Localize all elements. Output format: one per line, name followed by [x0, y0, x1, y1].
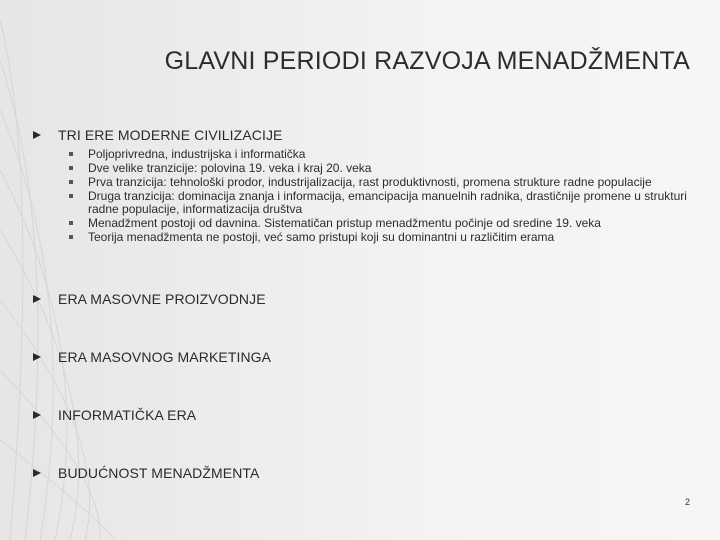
square-bullet-icon: [69, 194, 73, 198]
square-bullet-icon: [69, 152, 73, 156]
section-era-masovnog-marketinga: [33, 349, 271, 365]
list-item-text: Poljoprivredna, industrijska i informatička: [88, 147, 306, 161]
sub-bullet-list: [69, 148, 709, 245]
arrow-bullet-icon: [33, 131, 41, 139]
section-label: ERA MASOVNOG MARKETINGA: [58, 349, 272, 365]
list-item: [69, 217, 709, 230]
list-item-text: Dve velike tranzicije: polovina 19. veka i kraj 20. veka: [88, 161, 372, 175]
list-item-text: Prva tranzicija: tehnološki prodor, industrijalizacija, rast produktivnosti, promena strukture radne populacije: [88, 175, 652, 189]
square-bullet-icon: [69, 221, 73, 225]
slide-title: GLAVNI PERIODI RAZVOJA MENADŽMENTA: [164, 47, 690, 75]
list-item: [69, 231, 709, 244]
list-item-text: Teorija menadžmenta ne postoji, već samo pristupi koji su dominantni u različitim erama: [88, 229, 555, 244]
section-era-masovne-proizvodnje: [33, 291, 266, 307]
arrow-bullet-icon: [33, 295, 41, 303]
list-item: [69, 176, 709, 189]
arrow-bullet-icon: [33, 411, 41, 419]
square-bullet-icon: [69, 235, 73, 239]
arrow-bullet-icon: [33, 353, 41, 361]
section-tri-ere: [33, 127, 283, 143]
section-buducnost-menadzmenta: [33, 465, 259, 481]
list-item: [69, 162, 709, 175]
section-label: INFORMATIČKA ERA: [58, 407, 197, 423]
section-label: ERA MASOVNE PROIZVODNJE: [58, 291, 266, 307]
list-item: [69, 190, 709, 215]
page-number: 2: [684, 497, 690, 507]
section-label: TRI ERE MODERNE CIVILIZACIJE: [58, 127, 283, 143]
square-bullet-icon: [69, 166, 73, 170]
square-bullet-icon: [69, 180, 73, 184]
arrow-bullet-icon: [33, 469, 41, 477]
section-label: BUDUĆNOST MENADŽMENTA: [58, 465, 260, 481]
section-informaticka-era: [33, 407, 196, 423]
list-item-text: Menadžment postoji od davnina. Sistematičan pristup menadžmentu počinje od sredine 19. veka: [88, 215, 601, 230]
list-item-text: Druga tranzicija: dominacija znanja i informacija, emancipacija manuelnih radnika, drastičnije promene u strukturi radne populacije, informatizacija društva: [88, 189, 687, 216]
list-item: [69, 148, 709, 161]
